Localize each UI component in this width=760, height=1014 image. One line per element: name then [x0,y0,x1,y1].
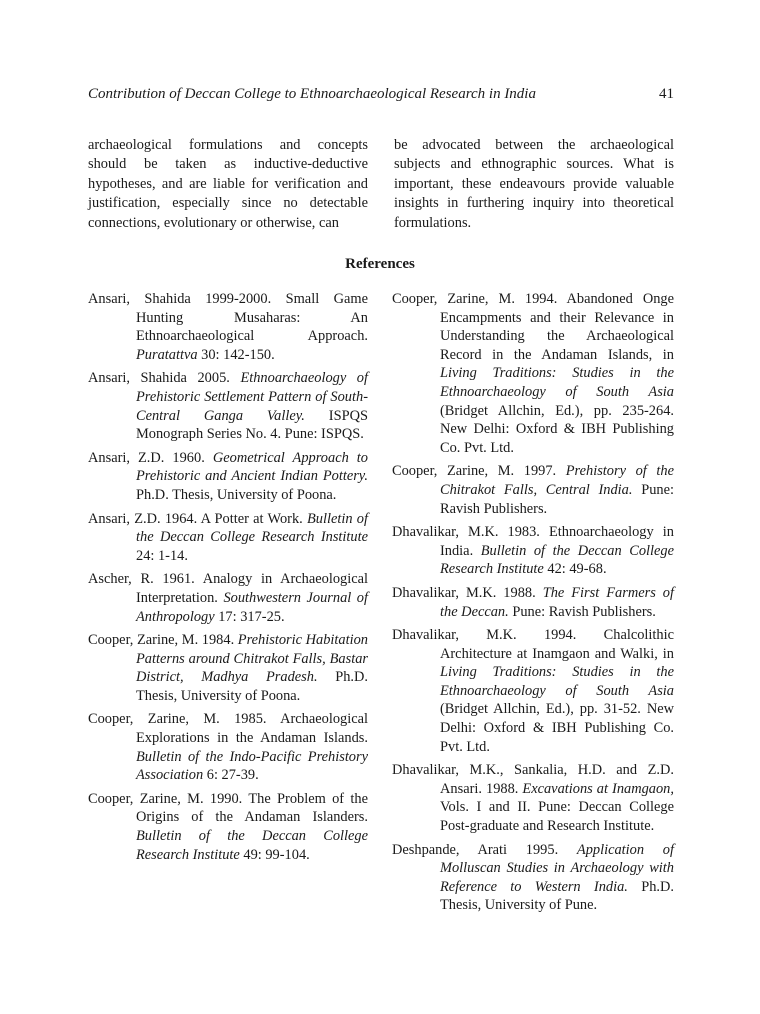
reference-author: Dhavalikar, M.K. 1983. Ethnoarchaeology in India. [392,524,674,559]
reference-entry [88,510,368,566]
reference-author: Cooper, Zarine, M. 1985. Archaeological Explorations in the Andaman Islands. [88,711,368,747]
running-head-title: Contribution of Deccan College to Ethnoarchaeological Research in India [88,86,536,102]
body-paragraph-left: archaeological formulations and concepts should be taken as inductive-deductive hypotheses, and are liable for verification and justification, especially since no detectable connections, evolutionary or otherwise, can [88,137,368,231]
reference-author: Dhavalikar, M.K. 1994. Chalcolithic Architecture at Inamgaon and Walki, in [392,627,674,662]
reference-details: Ph.D. Thesis, University of Poona. [136,486,337,503]
reference-author: Dhavalikar, M.K. 1988. [392,584,543,601]
reference-title: Prehistoric Habitation Patterns around Chitrakot Falls, Bastar District, Madhya Pradesh. [136,632,368,686]
reference-entry [88,631,368,705]
reference-details: Ph.D. Thesis, University of Pune. [440,878,674,914]
body-text [88,136,674,233]
reference-details: ISPQS Monograph Series No. 4. Pune: ISPQS. [136,407,368,443]
reference-entry [88,290,368,364]
reference-author: Ascher, R. 1961. Analogy in Archaeological Interpretation. [88,571,368,606]
reference-author: Ansari, Z.D. 1964. A Potter at Work. [88,510,307,527]
reference-entry [88,570,368,626]
reference-title: Bulletin of the Indo-Pacific Prehistory Association [136,748,368,784]
reference-title: Bulletin of the Deccan College Research Institute [136,510,368,546]
reference-entry [392,462,674,518]
reference-entry [392,523,674,579]
body-paragraph-right: be advocated between the archaeological subjects and ethnographic sources. What is important, these endeavours provide valuable insights in furthering inquiry into theoretical formulations. [394,137,674,231]
reference-details: (Bridget Allchin, Ed.), pp. 235-264. New Delhi: Oxford & IBH Publishing Co. Pvt. Ltd. [440,402,674,456]
reference-title: Application of Molluscan Studies in Archaeology with Reference to Western India. [440,841,674,895]
reference-entry [88,369,368,443]
reference-title: Puratattva [136,346,198,363]
reference-author: Cooper, Zarine, M. 1997. [392,463,566,480]
reference-entry [392,584,674,621]
reference-entry [392,841,674,915]
references-list [88,290,674,920]
reference-details: 49: 99-104. [239,846,310,863]
reference-details: 30: 142-150. [197,346,275,363]
reference-title: Prehistory of the Chitrakot Falls, Central India. [440,463,674,498]
references-heading: References [345,256,415,272]
reference-title: Excavations at Inamgaon, [522,780,674,797]
reference-title: Bulletin of the Deccan College Research Institute [136,828,368,863]
reference-details: Pune: Ravish Publishers. [440,481,674,517]
reference-details: Ph.D. Thesis, University of Poona. [136,669,369,704]
running-head [88,86,674,103]
reference-details: 24: 1-14. [136,547,188,564]
reference-author: Ansari, Shahida 1999-2000. Small Game Hunting Musaharas: An Ethnoarchaeological Approach. [88,291,368,345]
reference-title: Bulletin of the Deccan College Research Institute [440,542,675,578]
reference-entry [392,626,674,756]
reference-details: 6: 27-39. [203,767,259,784]
reference-details: 42: 49-68. [543,561,607,578]
reference-title: Ethnoarchaeology of Prehistoric Settlement Pattern of South-Central Ganga Valley. [136,370,368,424]
reference-details: Vols. I and II. Pune: Deccan College Post-graduate and Research Institute. [440,799,674,835]
reference-entry [88,790,368,864]
reference-author: Cooper, Zarine, M. 1984. [88,632,238,649]
reference-details: (Bridget Allchin, Ed.), pp. 31-52. New Delhi: Oxford & IBH Publishing Co. Pvt. Ltd. [440,701,674,755]
reference-entry [88,449,368,505]
reference-entry [392,290,674,457]
reference-author: Deshpande, Arati 1995. [392,841,577,858]
reference-author: Dhavalikar, M.K., Sankalia, H.D. and Z.D. Ansari. 1988. [392,762,674,797]
reference-title: Living Traditions: Studies in the Ethnoarchaeology of South Asia [440,664,674,699]
reference-entry [392,761,674,835]
reference-author: Ansari, Shahida 2005. [88,370,241,387]
reference-details: 17: 317-25. [214,608,285,625]
reference-author: Ansari, Z.D. 1960. [88,449,213,466]
reference-details: Pune: Ravish Publishers. [508,603,656,620]
references-column-right [392,290,674,920]
references-column-left [88,290,368,920]
reference-title: Southwestern Journal of Anthropology [136,589,368,625]
reference-title: The First Farmers of the Deccan. [440,584,674,620]
reference-title: Living Traditions: Studies in the Ethnoarchaeology of South Asia [440,365,674,400]
reference-title: Geometrical Approach to Prehistoric and Ancient Indian Pottery. [136,449,369,485]
reference-entry [88,710,368,784]
reference-author: Cooper, Zarine, M. 1990. The Problem of the Origins of the Andaman Islanders. [88,790,368,826]
reference-author: Cooper, Zarine, M. 1994. Abandoned Onge Encampments and their Relevance in Understanding the Archaeological Record in the Andaman Islands, in [392,291,674,363]
page-number: 41 [659,86,674,102]
